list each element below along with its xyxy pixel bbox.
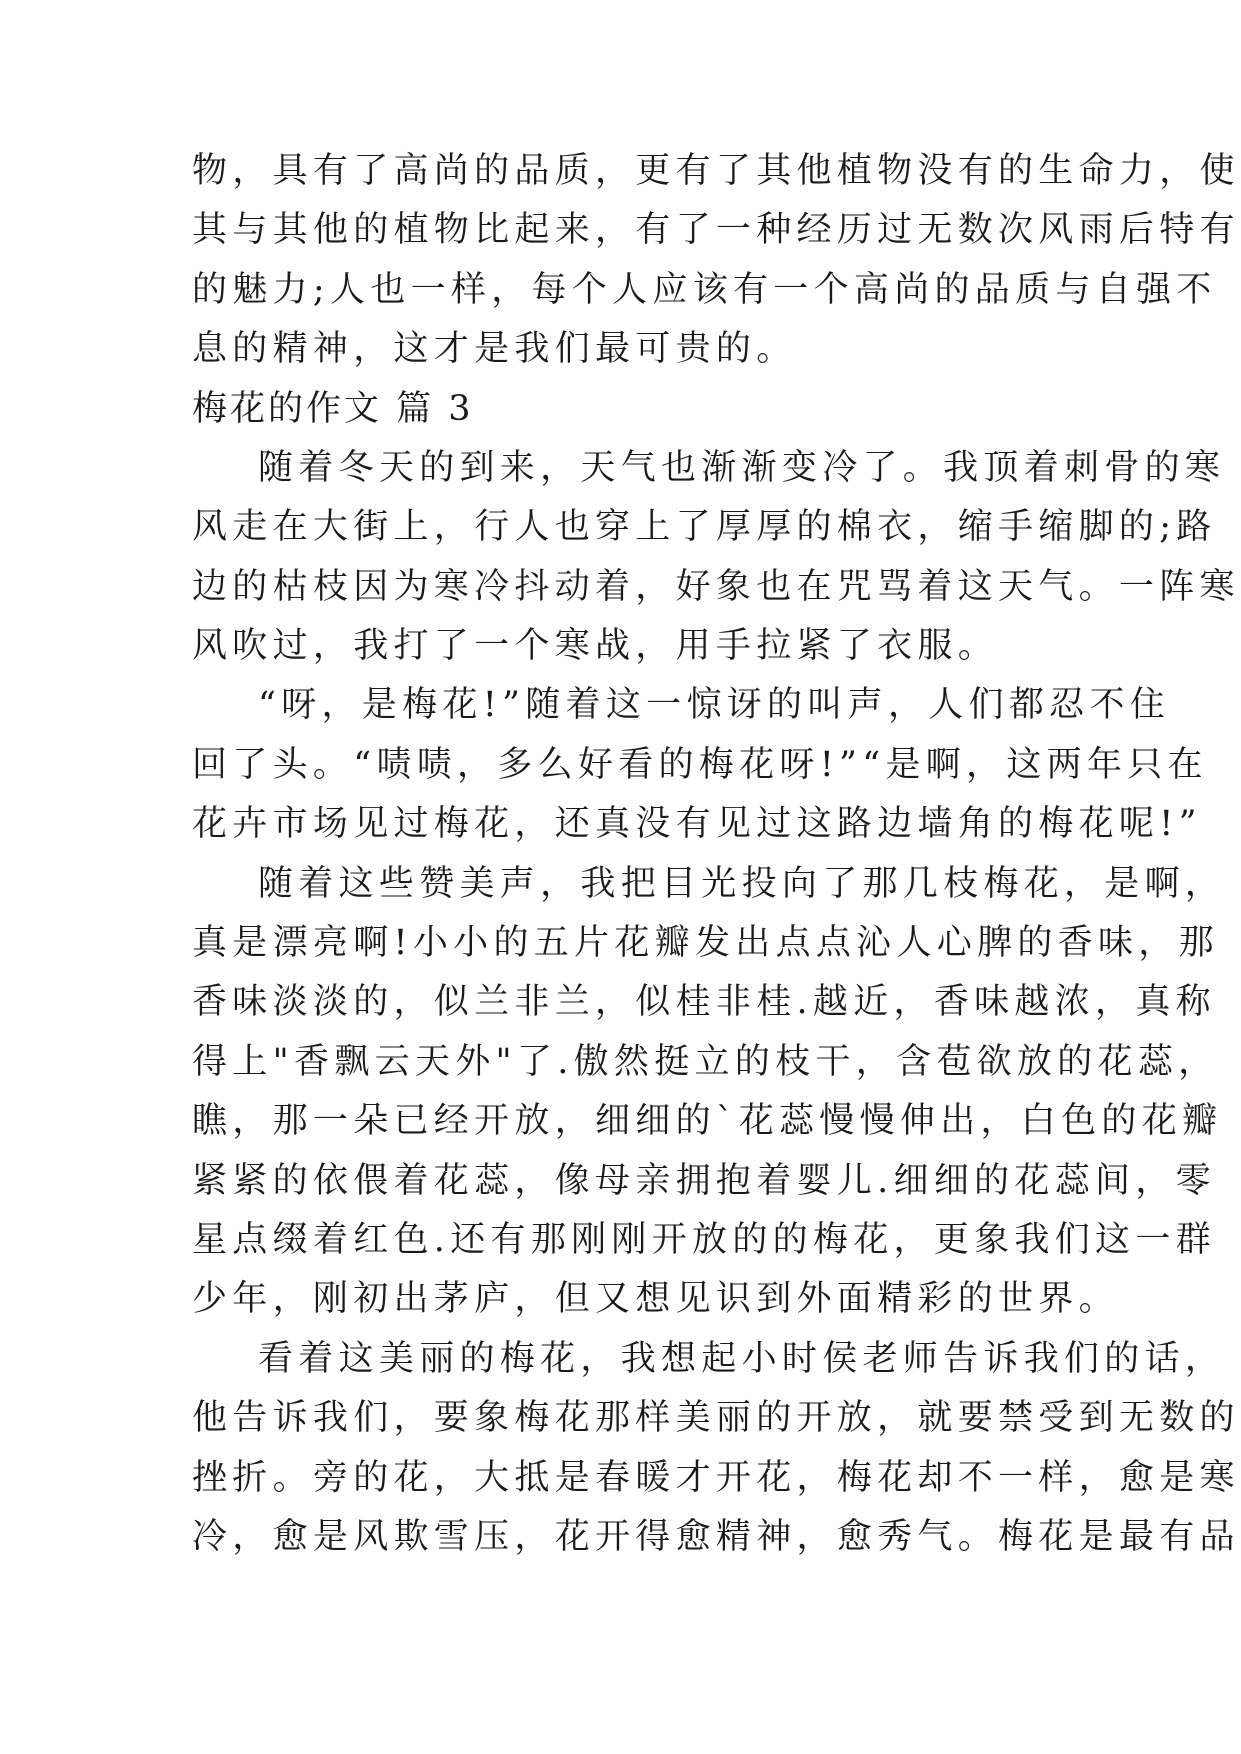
text-line: 随着这些赞美声，我把目光投向了那几枝梅花，是啊， bbox=[258, 864, 1226, 904]
text-line: 回了头。“啧啧，多么好看的梅花呀!”“是啊，这两年只在 bbox=[192, 745, 1208, 785]
text-line: 边的枯枝因为寒冷抖动着，好象也在咒骂着这天气。一阵寒 bbox=[192, 567, 1240, 607]
text-line: 随着冬天的到来，天气也渐渐变冷了。我顶着刺骨的寒 bbox=[258, 448, 1226, 488]
text-line: 少年，刚初出茅庐，但又想见识到外面精彩的世界。 bbox=[192, 1279, 1119, 1319]
text-line: 挫折。旁的花，大抵是春暖才开花，梅花却不一样，愈是寒 bbox=[192, 1458, 1240, 1498]
text-line: 得上"香飘云天外"了.傲然挺立的枝干，含苞欲放的花蕊， bbox=[192, 1042, 1219, 1082]
text-line: 香味淡淡的，似兰非兰，似桂非桂.越近，香味越浓，真称 bbox=[192, 982, 1216, 1022]
text-line: 风吹过，我打了一个寒战，用手拉紧了衣服。 bbox=[192, 626, 999, 666]
text-line: 星点缀着红色.还有那刚刚开放的的梅花，更象我们这一群 bbox=[192, 1220, 1216, 1260]
text-line: 花卉市场见过梅花，还真没有见过这路边墙角的梅花呢!” bbox=[192, 804, 1202, 844]
text-line: 风走在大街上，行人也穿上了厚厚的棉衣，缩手缩脚的;路 bbox=[192, 507, 1217, 547]
text-line: “呀，是梅花!”随着这一惊讶的叫声，人们都忍不住 bbox=[258, 685, 1171, 725]
text-line: 息的精神，这才是我们最可贵的。 bbox=[192, 329, 797, 369]
text-line: 的魅力;人也一样，每个人应该有一个高尚的品质与自强不 bbox=[192, 270, 1217, 310]
text-line: 他告诉我们，要象梅花那样美丽的开放，就要禁受到无数的 bbox=[192, 1398, 1240, 1438]
text-line: 冷，愈是风欺雪压，花开得愈精神，愈秀气。梅花是最有品 bbox=[192, 1517, 1240, 1557]
text-line: 瞧，那一朵已经开放，细细的`花蕊慢慢伸出，白色的花瓣 bbox=[192, 1101, 1223, 1141]
text-line: 真是漂亮啊!小小的五片花瓣发出点点沁人心脾的香味，那 bbox=[192, 923, 1219, 963]
text-line: 其与其他的植物比起来，有了一种经历过无数次风雨后特有 bbox=[192, 210, 1240, 250]
text-line: 看着这美丽的梅花，我想起小时侯老师告诉我们的话， bbox=[258, 1339, 1226, 1379]
text-line: 紧紧的依偎着花蕊，像母亲拥抱着婴儿.细细的花蕊间，零 bbox=[192, 1161, 1216, 1201]
text-line: 物，具有了高尚的品质，更有了其他植物没有的生命力，使 bbox=[192, 151, 1240, 191]
section-heading: 梅花的作文 篇 3 bbox=[192, 389, 474, 429]
